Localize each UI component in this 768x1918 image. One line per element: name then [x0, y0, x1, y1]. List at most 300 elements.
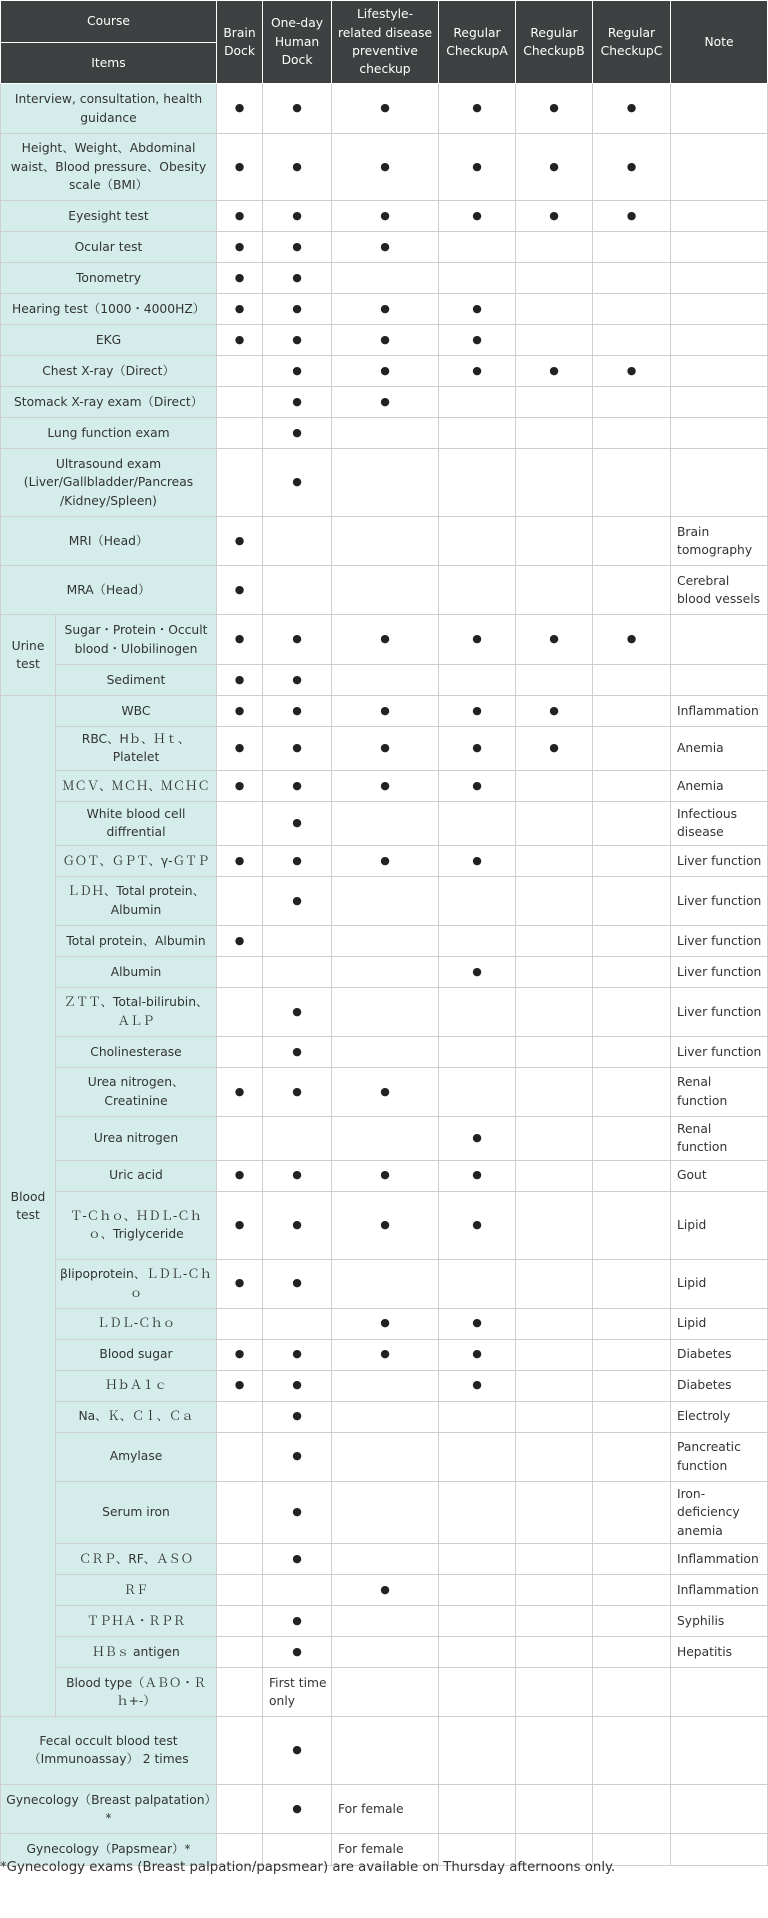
empty-cell	[593, 1036, 671, 1067]
table-row	[1, 665, 768, 696]
empty-cell	[263, 1574, 332, 1605]
included-mark-one-day-human-dock: ●	[263, 294, 332, 325]
item-label: ＺＴＴ、Total-bilirubin、ＡＬＰ	[56, 987, 217, 1036]
note-cell: Lipid	[671, 1259, 768, 1308]
empty-cell	[332, 1370, 439, 1401]
note-cell	[671, 263, 768, 294]
included-mark-lifestyle-checkup: ●	[332, 294, 439, 325]
included-mark-regular-checkup-a: ●	[439, 1370, 516, 1401]
empty-cell	[516, 232, 593, 263]
empty-cell	[217, 1432, 263, 1481]
empty-cell	[439, 1432, 516, 1481]
category-label-urine: Urine test	[1, 615, 56, 696]
included-mark-lifestyle-checkup: ●	[332, 696, 439, 727]
empty-cell	[593, 294, 671, 325]
included-mark-one-day-human-dock: ●	[263, 1432, 332, 1481]
note-cell	[671, 1667, 768, 1716]
empty-cell	[593, 1667, 671, 1716]
note-cell	[671, 294, 768, 325]
note-cell	[671, 356, 768, 387]
empty-cell	[516, 1784, 593, 1833]
empty-cell	[217, 387, 263, 418]
included-mark-lifestyle-checkup: ●	[332, 134, 439, 201]
included-mark-lifestyle-checkup: ●	[332, 1191, 439, 1259]
empty-cell	[332, 876, 439, 925]
note-cell	[671, 232, 768, 263]
note-cell: Inflammation	[671, 696, 768, 727]
empty-cell	[516, 1067, 593, 1116]
empty-cell	[593, 987, 671, 1036]
item-label: Cholinesterase	[56, 1036, 217, 1067]
note-cell: Electroly	[671, 1401, 768, 1432]
column-header-brain-dock: Brain Dock	[217, 1, 263, 84]
table-row	[1, 263, 768, 294]
table-row	[1, 801, 768, 845]
included-mark-brain-dock: ●	[217, 517, 263, 566]
empty-cell	[439, 1401, 516, 1432]
empty-cell	[516, 1370, 593, 1401]
item-label: ＭＣＶ、ＭＣＨ、ＭＣＨＣ	[56, 770, 217, 801]
empty-cell	[593, 956, 671, 987]
empty-cell	[516, 1308, 593, 1339]
empty-cell	[593, 1543, 671, 1574]
note-cell	[671, 84, 768, 134]
empty-cell	[439, 1574, 516, 1605]
empty-cell	[217, 356, 263, 387]
note-cell: Infectious disease	[671, 801, 768, 845]
included-mark-brain-dock: ●	[217, 1370, 263, 1401]
item-label: ＬＤＨ、Total protein、Albumin	[56, 876, 217, 925]
table-row	[1, 449, 768, 517]
included-mark-brain-dock: ●	[217, 1259, 263, 1308]
included-mark-one-day-human-dock: ●	[263, 1481, 332, 1543]
included-mark-lifestyle-checkup: ●	[332, 1160, 439, 1191]
note-cell	[671, 134, 768, 201]
included-mark-brain-dock: ●	[217, 1160, 263, 1191]
included-mark-brain-dock: ●	[217, 84, 263, 134]
empty-cell	[439, 1784, 516, 1833]
empty-cell	[217, 801, 263, 845]
table-row	[1, 1191, 768, 1259]
included-mark-regular-checkup-a: ●	[439, 845, 516, 876]
note-cell: Iron-deficiency anemia	[671, 1481, 768, 1543]
empty-cell	[516, 1116, 593, 1160]
empty-cell	[439, 566, 516, 615]
item-label: Gynecology（Breast palpatation）*	[1, 1784, 217, 1833]
empty-cell	[217, 1574, 263, 1605]
included-mark-regular-checkup-b: ●	[516, 615, 593, 665]
included-mark-regular-checkup-a: ●	[439, 134, 516, 201]
empty-cell	[332, 956, 439, 987]
empty-cell	[516, 1160, 593, 1191]
included-mark-regular-checkup-c: ●	[593, 356, 671, 387]
empty-cell	[516, 1259, 593, 1308]
empty-cell	[593, 1716, 671, 1784]
table-row	[1, 956, 768, 987]
empty-cell	[439, 801, 516, 845]
item-label: ＲＦ	[56, 1574, 217, 1605]
included-mark-one-day-human-dock: ●	[263, 1160, 332, 1191]
empty-cell	[516, 449, 593, 517]
note-cell: Diabetes	[671, 1370, 768, 1401]
table-row	[1, 134, 768, 201]
included-mark-one-day-human-dock: ●	[263, 1191, 332, 1259]
item-label: Tonometry	[1, 263, 217, 294]
table-row	[1, 201, 768, 232]
note-cell	[671, 1716, 768, 1784]
item-label: Height、Weight、Abdominal waist、Blood pressure、Obesity scale（BMI）	[1, 134, 217, 201]
empty-cell	[439, 925, 516, 956]
table-row	[1, 1067, 768, 1116]
included-mark-one-day-human-dock: ●	[263, 84, 332, 134]
included-mark-regular-checkup-a: ●	[439, 84, 516, 134]
empty-cell	[332, 449, 439, 517]
empty-cell	[516, 665, 593, 696]
included-mark-lifestyle-checkup: ●	[332, 325, 439, 356]
table-row	[1, 876, 768, 925]
included-mark-one-day-human-dock: ●	[263, 696, 332, 727]
column-header-regular-checkup-c: Regular CheckupC	[593, 1, 671, 84]
item-label: RBC、Hｂ、Ｈｔ、Platelet	[56, 727, 217, 771]
empty-cell	[516, 566, 593, 615]
empty-cell	[439, 1067, 516, 1116]
table-row	[1, 1543, 768, 1574]
note-cell: Renal function	[671, 1067, 768, 1116]
column-header-note: Note	[671, 1, 768, 84]
empty-cell	[439, 232, 516, 263]
column-header-one-day-human-dock: One-day Human Dock	[263, 1, 332, 84]
included-mark-one-day-human-dock: ●	[263, 1370, 332, 1401]
empty-cell	[332, 801, 439, 845]
empty-cell	[593, 1259, 671, 1308]
item-label: Sugar・Protein・Occult blood・Ulobilinogen	[56, 615, 217, 665]
empty-cell	[516, 1481, 593, 1543]
empty-cell	[593, 1116, 671, 1160]
empty-cell	[593, 1636, 671, 1667]
table-row	[1, 294, 768, 325]
empty-cell	[217, 1401, 263, 1432]
empty-cell	[217, 1116, 263, 1160]
item-label: Gynecology（Papsmear）*	[1, 1833, 217, 1865]
table-row	[1, 1401, 768, 1432]
empty-cell	[516, 325, 593, 356]
empty-cell	[439, 987, 516, 1036]
included-mark-one-day-human-dock: ●	[263, 1259, 332, 1308]
item-label: Na、Ｋ、Ｃｌ、Ｃａ	[56, 1401, 217, 1432]
item-label: Eyesight test	[1, 201, 217, 232]
included-mark-one-day-human-dock: ●	[263, 1036, 332, 1067]
empty-cell	[217, 418, 263, 449]
empty-cell	[263, 1308, 332, 1339]
empty-cell	[332, 1543, 439, 1574]
empty-cell	[516, 387, 593, 418]
cell-text-lifestyle-checkup: For female	[332, 1833, 439, 1865]
item-label: Urea nitrogen、Creatinine	[56, 1067, 217, 1116]
included-mark-lifestyle-checkup: ●	[332, 84, 439, 134]
empty-cell	[593, 1432, 671, 1481]
item-label: βlipoprotein、ＬＤＬ-Ｃｈｏ	[56, 1259, 217, 1308]
included-mark-one-day-human-dock: ●	[263, 1716, 332, 1784]
empty-cell	[516, 1401, 593, 1432]
table-row	[1, 696, 768, 727]
included-mark-lifestyle-checkup: ●	[332, 615, 439, 665]
included-mark-brain-dock: ●	[217, 1191, 263, 1259]
note-cell: Anemia	[671, 727, 768, 771]
empty-cell	[332, 1481, 439, 1543]
included-mark-lifestyle-checkup: ●	[332, 356, 439, 387]
column-header-regular-checkup-a: Regular CheckupA	[439, 1, 516, 84]
included-mark-one-day-human-dock: ●	[263, 1784, 332, 1833]
note-cell: Gout	[671, 1160, 768, 1191]
included-mark-lifestyle-checkup: ●	[332, 387, 439, 418]
note-cell: Liver function	[671, 845, 768, 876]
empty-cell	[332, 987, 439, 1036]
empty-cell	[593, 517, 671, 566]
item-label: ＨｂＡ１ｃ	[56, 1370, 217, 1401]
table-row	[1, 1481, 768, 1543]
table-row	[1, 1784, 768, 1833]
item-label: EKG	[1, 325, 217, 356]
empty-cell	[439, 1481, 516, 1543]
included-mark-one-day-human-dock: ●	[263, 987, 332, 1036]
included-mark-one-day-human-dock: ●	[263, 1636, 332, 1667]
included-mark-regular-checkup-c: ●	[593, 615, 671, 665]
item-label: ＧＯＴ、ＧＰＴ、γ-ＧＴＰ	[56, 845, 217, 876]
included-mark-one-day-human-dock: ●	[263, 263, 332, 294]
footnote: *Gynecology exams (Breast palpation/papsmear) are available on Thursday afternoons only.	[0, 1860, 616, 1875]
included-mark-one-day-human-dock: ●	[263, 615, 332, 665]
included-mark-one-day-human-dock: ●	[263, 232, 332, 263]
included-mark-brain-dock: ●	[217, 232, 263, 263]
empty-cell	[332, 1432, 439, 1481]
included-mark-one-day-human-dock: ●	[263, 201, 332, 232]
table-row	[1, 1716, 768, 1784]
included-mark-regular-checkup-a: ●	[439, 615, 516, 665]
included-mark-regular-checkup-a: ●	[439, 1191, 516, 1259]
table-row	[1, 232, 768, 263]
included-mark-brain-dock: ●	[217, 325, 263, 356]
empty-cell	[593, 727, 671, 771]
item-label: MRI（Head）	[1, 517, 217, 566]
item-label: ＨＢｓ antigen	[56, 1636, 217, 1667]
empty-cell	[439, 1605, 516, 1636]
empty-cell	[593, 566, 671, 615]
empty-cell	[593, 387, 671, 418]
item-label: White blood cell diffrential	[56, 801, 217, 845]
included-mark-brain-dock: ●	[217, 925, 263, 956]
empty-cell	[217, 449, 263, 517]
empty-cell	[332, 1259, 439, 1308]
item-label: Hearing test（1000・4000HZ）	[1, 294, 217, 325]
empty-cell	[593, 845, 671, 876]
empty-cell	[516, 1036, 593, 1067]
included-mark-one-day-human-dock: ●	[263, 1401, 332, 1432]
empty-cell	[593, 925, 671, 956]
empty-cell	[217, 1481, 263, 1543]
empty-cell	[217, 1636, 263, 1667]
note-cell	[671, 449, 768, 517]
empty-cell	[332, 566, 439, 615]
cell-text-lifestyle-checkup: For female	[332, 1784, 439, 1833]
included-mark-regular-checkup-a: ●	[439, 770, 516, 801]
item-label: Interview, consultation, health guidance	[1, 84, 217, 134]
included-mark-brain-dock: ●	[217, 263, 263, 294]
note-cell: Inflammation	[671, 1574, 768, 1605]
empty-cell	[217, 1784, 263, 1833]
table-row	[1, 1308, 768, 1339]
note-cell: Liver function	[671, 876, 768, 925]
note-cell: Cerebral blood vessels	[671, 566, 768, 615]
empty-cell	[516, 1716, 593, 1784]
included-mark-regular-checkup-b: ●	[516, 201, 593, 232]
included-mark-one-day-human-dock: ●	[263, 418, 332, 449]
note-cell: Lipid	[671, 1308, 768, 1339]
empty-cell	[332, 418, 439, 449]
empty-cell	[263, 1116, 332, 1160]
empty-cell	[593, 449, 671, 517]
table-row	[1, 615, 768, 665]
table-row	[1, 727, 768, 771]
table-row	[1, 1574, 768, 1605]
item-label: Stomack X-ray exam（Direct）	[1, 387, 217, 418]
empty-cell	[516, 418, 593, 449]
included-mark-regular-checkup-c: ●	[593, 84, 671, 134]
items-header: Items	[1, 43, 217, 84]
table-row	[1, 987, 768, 1036]
empty-cell	[217, 1036, 263, 1067]
note-cell: Brain tomography	[671, 517, 768, 566]
empty-cell	[516, 987, 593, 1036]
column-header-lifestyle-checkup: Lifestyle-related disease preventive checkup	[332, 1, 439, 84]
included-mark-regular-checkup-b: ●	[516, 356, 593, 387]
empty-cell	[332, 1636, 439, 1667]
included-mark-brain-dock: ●	[217, 665, 263, 696]
empty-cell	[332, 1605, 439, 1636]
empty-cell	[439, 263, 516, 294]
included-mark-lifestyle-checkup: ●	[332, 845, 439, 876]
empty-cell	[516, 294, 593, 325]
empty-cell	[593, 1370, 671, 1401]
included-mark-one-day-human-dock: ●	[263, 387, 332, 418]
item-label: WBC	[56, 696, 217, 727]
empty-cell	[516, 1574, 593, 1605]
empty-cell	[332, 1036, 439, 1067]
empty-cell	[332, 925, 439, 956]
note-cell: Liver function	[671, 1036, 768, 1067]
included-mark-regular-checkup-a: ●	[439, 727, 516, 771]
included-mark-brain-dock: ●	[217, 201, 263, 232]
empty-cell	[593, 1574, 671, 1605]
included-mark-brain-dock: ●	[217, 615, 263, 665]
note-cell	[671, 387, 768, 418]
empty-cell	[439, 1667, 516, 1716]
empty-cell	[439, 876, 516, 925]
included-mark-one-day-human-dock: ●	[263, 1543, 332, 1574]
empty-cell	[263, 517, 332, 566]
empty-cell	[593, 1784, 671, 1833]
empty-cell	[516, 1191, 593, 1259]
empty-cell	[439, 665, 516, 696]
included-mark-regular-checkup-b: ●	[516, 84, 593, 134]
note-cell	[671, 201, 768, 232]
empty-cell	[332, 665, 439, 696]
empty-cell	[593, 1191, 671, 1259]
included-mark-regular-checkup-a: ●	[439, 1160, 516, 1191]
table-row	[1, 1339, 768, 1370]
included-mark-regular-checkup-a: ●	[439, 356, 516, 387]
table-row	[1, 1036, 768, 1067]
empty-cell	[516, 770, 593, 801]
empty-cell	[332, 1401, 439, 1432]
cell-text-one-day-human-dock: First time only	[263, 1667, 332, 1716]
table-row	[1, 770, 768, 801]
empty-cell	[593, 232, 671, 263]
included-mark-brain-dock: ●	[217, 727, 263, 771]
included-mark-lifestyle-checkup: ●	[332, 1339, 439, 1370]
note-cell	[671, 325, 768, 356]
item-label: Chest X-ray（Direct）	[1, 356, 217, 387]
included-mark-regular-checkup-a: ●	[439, 294, 516, 325]
included-mark-regular-checkup-a: ●	[439, 1308, 516, 1339]
included-mark-one-day-human-dock: ●	[263, 325, 332, 356]
included-mark-brain-dock: ●	[217, 1339, 263, 1370]
empty-cell	[516, 1667, 593, 1716]
note-cell: Inflammation	[671, 1543, 768, 1574]
empty-cell	[217, 987, 263, 1036]
empty-cell	[593, 1067, 671, 1116]
included-mark-lifestyle-checkup: ●	[332, 1308, 439, 1339]
empty-cell	[439, 1543, 516, 1574]
empty-cell	[516, 801, 593, 845]
included-mark-regular-checkup-c: ●	[593, 201, 671, 232]
course-header: Course	[1, 1, 217, 43]
included-mark-one-day-human-dock: ●	[263, 1339, 332, 1370]
empty-cell	[516, 876, 593, 925]
table-row	[1, 1636, 768, 1667]
empty-cell	[593, 1401, 671, 1432]
included-mark-brain-dock: ●	[217, 566, 263, 615]
table-row	[1, 325, 768, 356]
empty-cell	[516, 1432, 593, 1481]
table-row	[1, 1259, 768, 1308]
included-mark-one-day-human-dock: ●	[263, 770, 332, 801]
included-mark-lifestyle-checkup: ●	[332, 201, 439, 232]
included-mark-regular-checkup-a: ●	[439, 325, 516, 356]
empty-cell	[516, 845, 593, 876]
included-mark-regular-checkup-b: ●	[516, 134, 593, 201]
table-row	[1, 1116, 768, 1160]
note-cell: Lipid	[671, 1191, 768, 1259]
included-mark-one-day-human-dock: ●	[263, 356, 332, 387]
item-label: Uric acid	[56, 1160, 217, 1191]
note-cell: Syphilis	[671, 1605, 768, 1636]
empty-cell	[516, 517, 593, 566]
note-cell	[671, 615, 768, 665]
empty-cell	[439, 418, 516, 449]
included-mark-one-day-human-dock: ●	[263, 449, 332, 517]
item-label: Amylase	[56, 1432, 217, 1481]
empty-cell	[593, 1481, 671, 1543]
empty-cell	[516, 925, 593, 956]
empty-cell	[217, 1543, 263, 1574]
note-cell: Anemia	[671, 770, 768, 801]
included-mark-one-day-human-dock: ●	[263, 801, 332, 845]
table-row	[1, 1370, 768, 1401]
empty-cell	[516, 1339, 593, 1370]
included-mark-regular-checkup-b: ●	[516, 727, 593, 771]
included-mark-brain-dock: ●	[217, 696, 263, 727]
included-mark-regular-checkup-a: ●	[439, 1116, 516, 1160]
